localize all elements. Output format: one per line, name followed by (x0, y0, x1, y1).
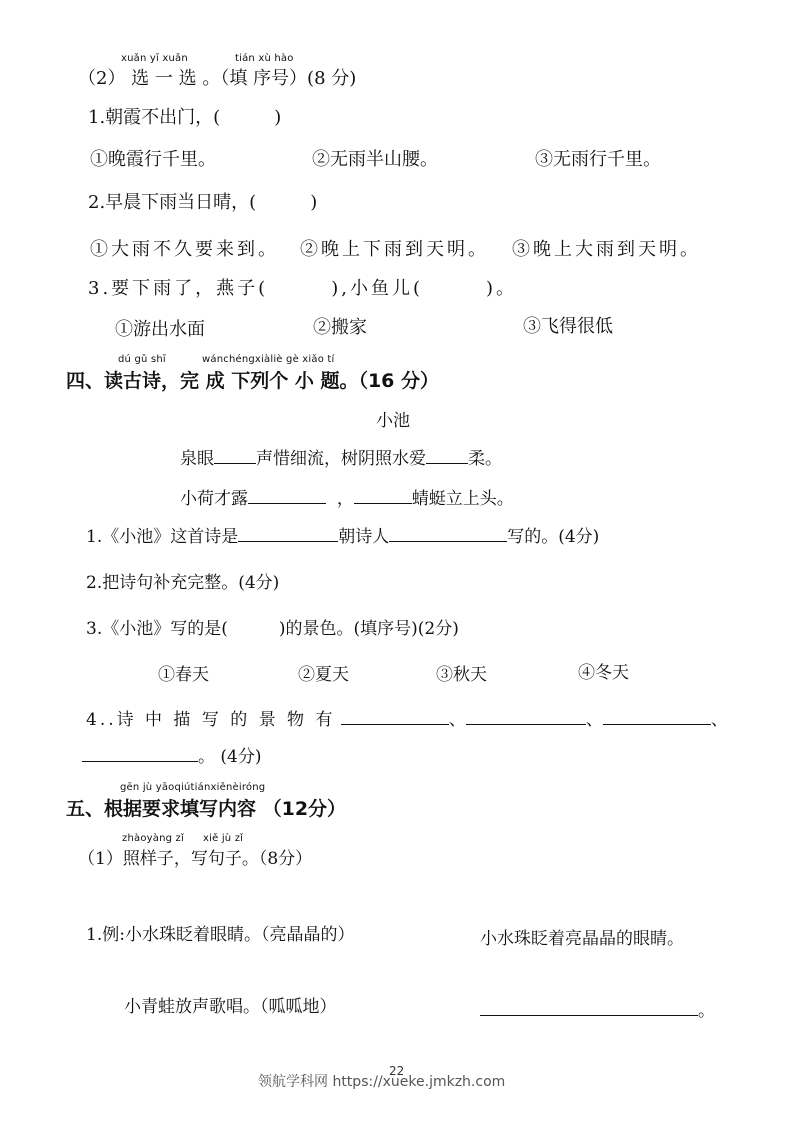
pinyin-zhaoyangzi: zhàoyàng zǐ (122, 833, 184, 844)
pinyin-xiejuzi: xiě jù zǐ (203, 833, 244, 844)
poem-text: ， (336, 489, 354, 509)
blank-line[interactable] (426, 449, 468, 464)
separator: 、 (710, 710, 728, 730)
blank-line[interactable] (82, 747, 198, 762)
pinyin-dugushi: dú gǔ shī (118, 354, 166, 365)
section-heading: 四、读古诗，完 成 下列个 小 题。（16 分） (66, 370, 440, 392)
blank-line[interactable] (354, 489, 412, 504)
option-text: ④冬天 (578, 663, 629, 683)
question-text: 4..诗 中 描 写 的 景 物 有 (86, 710, 336, 730)
blank-line[interactable] (248, 489, 326, 504)
question-title: （2） 选 一 选 。（填 序号）(8 分) (78, 68, 357, 89)
blank-line[interactable] (603, 710, 711, 725)
question-2: 2.把诗句补充完整。(4分) (86, 573, 280, 593)
example-question: 1.例:小水珠眨着眼睛。（亮晶晶的） (86, 925, 355, 945)
option-text: ③无雨行千里。 (535, 149, 661, 170)
option-text: ①大雨不久要来到。 (90, 239, 279, 260)
option-text: ①春天 (158, 665, 209, 685)
blank-line[interactable] (480, 1001, 698, 1016)
task-answer (480, 996, 715, 1021)
poem-title: 小池 (376, 411, 410, 431)
option-text: ②无雨半山腰。 (312, 149, 438, 170)
footer-watermark: 领航学科网 https://xueke.jmkzh.com (258, 1074, 506, 1090)
option-text: ③飞得很低 (523, 316, 613, 337)
option-text: ②晚上下雨到天明。 (300, 239, 489, 260)
pinyin-tianxuhao: tián xù hào (235, 53, 294, 64)
poem-text: 泉眼 (180, 449, 214, 469)
section-heading: 五、根据要求填写内容 （12分） (66, 798, 347, 820)
sub-question-title: （1）照样子，写句子。（8分） (78, 849, 313, 869)
option-text: ①游出水面 (115, 319, 205, 340)
poem-text: 声惜细流，树阴照水爱 (256, 449, 426, 469)
option-text: ②夏天 (298, 665, 349, 685)
blank-line[interactable] (341, 710, 449, 725)
pinyin-genju: gēn jù yāoqiútiánxiěnèiróng (120, 782, 266, 793)
poem-text: 柔。 (468, 449, 502, 469)
question-text: 2.早晨下雨当日晴，( ) (88, 192, 318, 213)
period: 。 (698, 1001, 715, 1021)
pinyin-wancheng: wánchéngxiàliè gè xiǎo tí (202, 354, 335, 365)
blank-line[interactable] (466, 710, 586, 725)
option-text: ③秋天 (436, 665, 487, 685)
question-4 (86, 705, 728, 730)
question-text: 。 (4分) (198, 747, 262, 767)
question-4-cont (82, 742, 261, 767)
question-3: 3.《小池》写的是( )的景色。(填序号)(2分) (86, 619, 459, 639)
blank-line[interactable] (389, 527, 507, 542)
option-text: ①晚霞行千里。 (90, 149, 216, 170)
separator: 、 (448, 710, 466, 730)
example-answer: 小水珠眨着亮晶晶的眼睛。 (480, 929, 684, 949)
task-question: 小青蛙放声歌唱。（呱呱地） (124, 997, 337, 1017)
blank-line[interactable] (238, 527, 338, 542)
pinyin-xuanyixuan: xuǎn yī xuǎn (121, 53, 188, 64)
question-text: 1.《小池》这首诗是 (86, 527, 239, 547)
question-text: 写的。(4分) (507, 527, 600, 547)
question-text: 朝诗人 (338, 527, 390, 547)
question-text: 3.要下雨了，燕子( ),小鱼儿( )。 (88, 278, 517, 299)
option-text: ②搬家 (313, 317, 367, 338)
poem-line-2 (180, 484, 514, 509)
page-number: 22 (389, 1064, 405, 1078)
option-text: ③晚上大雨到天明。 (512, 239, 701, 260)
separator: 、 (585, 710, 603, 730)
poem-text: 小荷才露 (180, 489, 248, 509)
poem-text: 蜻蜓立上头。 (411, 489, 514, 509)
question-text: 1.朝霞不出门，( ) (88, 107, 282, 128)
question-1 (86, 522, 599, 547)
blank-line[interactable] (214, 449, 256, 464)
poem-line-1 (180, 444, 502, 469)
